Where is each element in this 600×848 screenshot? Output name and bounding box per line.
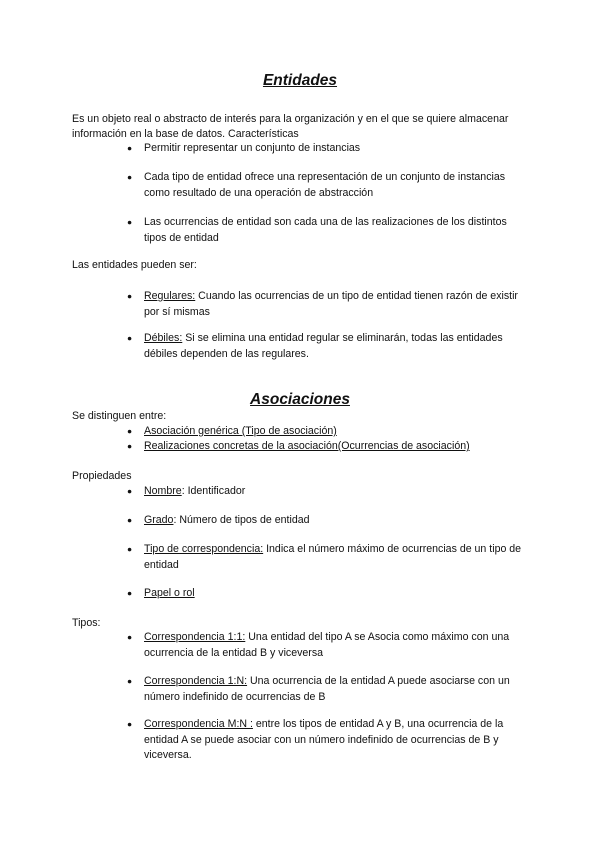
list-item	[144, 331, 529, 362]
list-item: ● Cada tipo de entidad ofrece una representación de un conjunto de instancias como resultado de una operación de abstracción	[144, 170, 529, 201]
list-item	[144, 717, 529, 764]
list-item	[144, 542, 529, 573]
list-item	[144, 674, 529, 705]
term: Correspondencia 1:1:	[144, 631, 246, 643]
entidades-heading: Entidades	[262, 72, 338, 89]
definition: Cuando las ocurrencias de un tipo de entidad tienen razón de existir por sí mismas	[144, 290, 518, 318]
definition: : Número de tipos de entidad	[173, 514, 310, 526]
definition: : Identificador	[181, 485, 246, 497]
entidades-pueden-ser-label: Las entidades pueden ser:	[72, 259, 197, 271]
term: Grado	[144, 514, 174, 526]
propiedades-label: Propiedades	[72, 470, 132, 482]
term: Correspondencia M:N :	[144, 718, 253, 730]
list-item: ● Asociación genérica (Tipo de asociación)	[144, 424, 529, 440]
definition: Una ocurrencia de la entidad A puede asociarse con un número indefinido de ocurrencias de B	[144, 675, 510, 703]
list-item	[144, 513, 529, 529]
definition: Indica el número máximo de ocurrencias de un tipo de entidad	[144, 543, 522, 571]
list-item: ● Realizaciones concretas de la asociación(Ocurrencias de asociación)	[144, 439, 529, 455]
definition: entre los tipos de entidad A y B, una ocurrencia de la entidad A se puede asociar con un número indefinido de ocurrencias de B y viceversa.	[144, 718, 504, 761]
distinguen-label: Se distinguen entre:	[72, 410, 167, 422]
list-item	[144, 289, 529, 320]
term: Regulares:	[144, 290, 196, 302]
term: Papel o rol	[144, 587, 195, 599]
term: Nombre	[144, 485, 182, 497]
tipos-label: Tipos:	[72, 617, 101, 629]
list-item	[144, 586, 529, 602]
definition: Una entidad del tipo A se Asocia como máximo con una ocurrencia de la entidad B y viceversa	[144, 631, 510, 659]
term: Correspondencia 1:N:	[144, 675, 248, 687]
list-item	[144, 484, 529, 500]
entidades-intro: Es un objeto real o abstracto de interés para la organización y en el que se quiere almacenar información en la base de datos. Características	[72, 113, 509, 140]
term: Débiles:	[144, 332, 183, 344]
list-item: ● Permitir representar un conjunto de instancias	[144, 141, 529, 157]
asociaciones-heading: Asociaciones	[250, 391, 350, 408]
definition: Si se elimina una entidad regular se eliminarán, todas las entidades débiles dependen de las regulares.	[144, 332, 503, 360]
term: Tipo de correspondencia:	[144, 543, 264, 555]
list-item	[144, 630, 529, 661]
list-item: ● Las ocurrencias de entidad son cada una de las realizaciones de los distintos tipos de entidad	[144, 215, 529, 246]
